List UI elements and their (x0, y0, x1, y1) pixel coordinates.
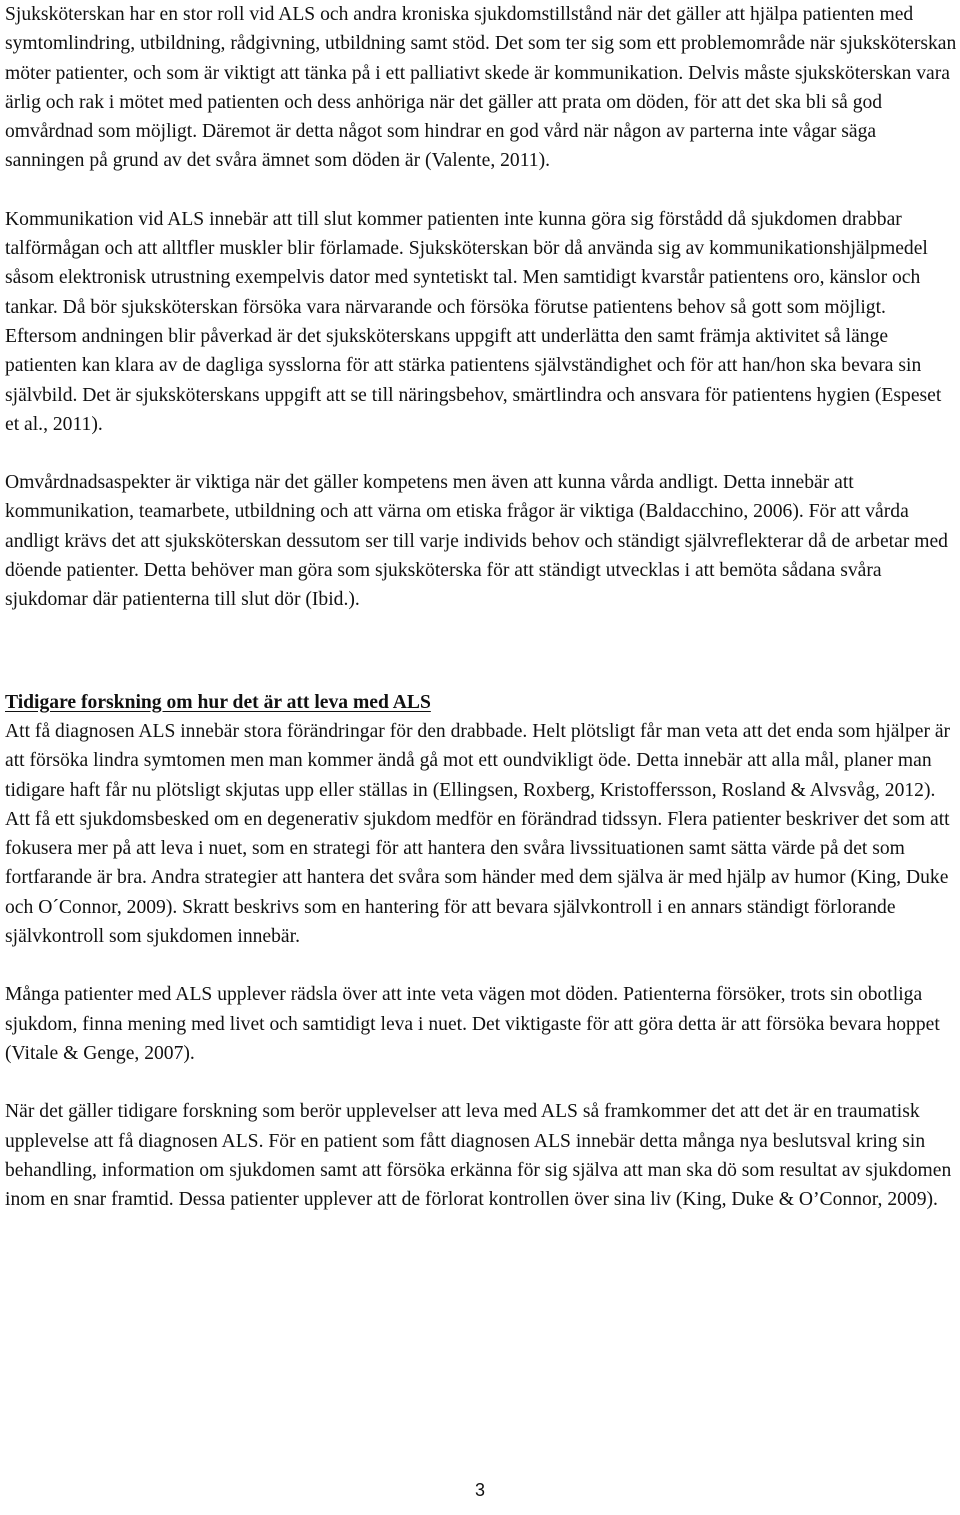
section-previous-research (5, 688, 957, 952)
page-number: 3 (474, 1480, 485, 1500)
paragraph-experiences: När det gäller tidigare forskning som berör upplevelser att leva med ALS så framkommer det att det är en traumatisk upplevelse att få diagnosen ALS. För en patient som fått diagnosen ALS innebär detta många nya beslutsval kring sin behandling, information om sjukdomen samt att försöka erkänna för sig själva att man ska dö som resultat av sjukdomen inom en snar framtid. Dessa patienter upplever att de förlorat kontrollen över sina liv (King, Duke & O’Connor, 2009). (5, 1101, 952, 1211)
paragraph-communication: Kommunikation vid ALS innebär att till slut kommer patienten inte kunna göra sig förstådd då sjukdomen drabbar talförmågan och att alltfler muskler blir förlamade. Sjuksköterskan bör då använda sig av kommunikationshjälpmedel såsom elektronisk utrustning exempelvis dator med syntetiskt tal. Men samtidigt kvarstår patientens oro, känslor och tankar. Då bör sjuksköterskan försöka vara närvarande och försöka förutse patientens behov så gott som möjligt. Eftersom andningen blir påverkad är det sjuksköterskans uppgift att underlätta den samt främja aktivitet så länge patienten kan klara av de dagliga sysslorna för att stärka patientens självständighet och för att han/hon ska bevara sin självbild. Det är sjuksköterskans uppgift att se till näringsbehov, smärtlindra och ansvara för patientens hygien (Espeset et al., 2011). (5, 208, 942, 435)
paragraph-diagnosis: Att få diagnosen ALS innebär stora förändringar för den drabbade. Helt plötsligt får man veta att det enda som hjälper är att försöka lindra symtomen men man kommer ändå gå mot ett oundvikligt öde. Detta innebär att alla mål, planer man tidigare haft får nu plötsligt skjutas upp eller ställas in (Ellingsen, Roxberg, Kristoffersson, Rosland & Alvsvåg, 2012). Att få ett sjukdomsbesked om en degenerativ sjukdom medför en förändrad tidssyn. Flera patienter beskriver det som att fokusera mer på att leva i nuet, som en strategi för att hantera den svåra livssituationen samt sätta värde på det som fortfarande är bra. Andra strategier att hantera det svåra som händer med dem själva är med hjälp av humor (King, Duke och O´Connor, 2009). Skratt beskrivs som en hantering för att bevara självkontroll i en annars ständigt förlorande självkontroll som sjukdomen innebär. (5, 720, 951, 948)
paragraph-hope: Många patienter med ALS upplever rädsla över att inte veta vägen mot döden. Patienterna försöker, trots sin obotliga sjukdom, finna mening med livet och samtidigt leva i nuet. Det viktigaste för att göra detta är att försöka bevara hoppet (Vitale & Genge, 2007). (5, 984, 940, 1064)
paragraph-care-aspects: Omvårdnadsaspekter är viktiga när det gäller kompetens men även att kunna vårda andligt. Detta innebär att kommunikation, teamarbete, utbildning och att värna om etiska frågor är viktiga (Baldacchino, 2006). För att vårda andligt krävs det att sjuksköterskan dessutom ser till varje individs behov och ständigt självreflekterar då de arbetar med döende patienter. Detta behöver man göra som sjuksköterska för att ständigt utvecklas i att bemöta sådana svåra sjukdomar där patienterna till slut dör (Ibid.). (5, 472, 948, 611)
paragraph-nursing-role: Sjuksköterskan har en stor roll vid ALS och andra kroniska sjukdomstillstånd när det gäller att hjälpa patienten med symtomlindring, utbildning, rådgivning, utbildning samt stöd. Det som ter sig som ett problemområde när sjuksköterskan möter patienter, och som är viktigt att tänka på i ett palliativt skede är kommunikation. Delvis måste sjuksköterskan vara ärlig och rak i mötet med patienten och dess anhöriga när det gäller att prata om döden, för att det ska bli så god omvårdnad som möjligt. Däremot är detta något som hindrar en god vård när någon av parterna inte vågar säga sanningen på grund av det svåra ämnet som döden är (Valente, 2011). (5, 4, 957, 172)
section-heading: Tidigare forskning om hur det är att leva med ALS (5, 691, 431, 713)
body-text (5, 0, 957, 1214)
